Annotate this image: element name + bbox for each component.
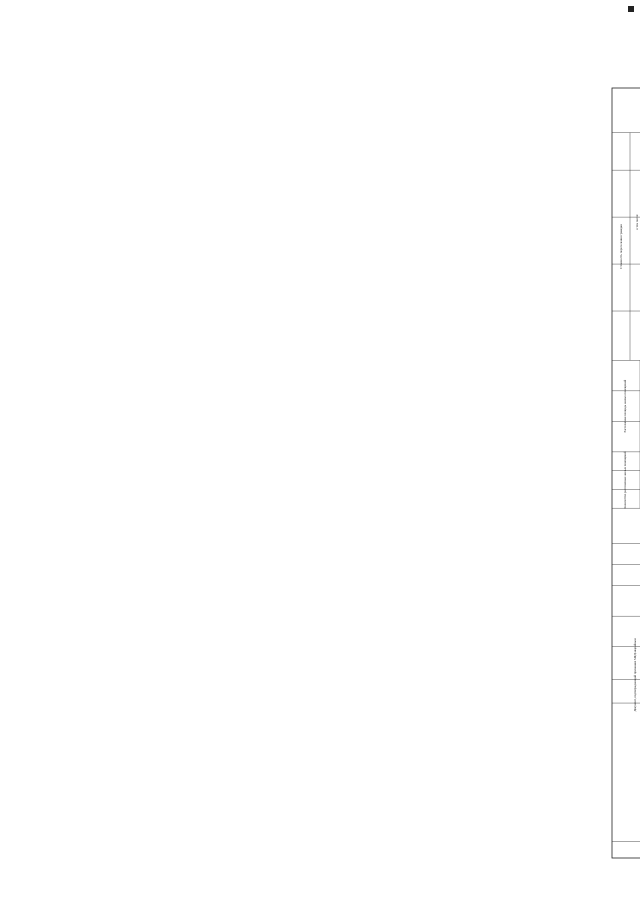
table-body — [612, 88, 640, 858]
header-doc-group: Документ, подтверждающий признание МКД аварийным — [633, 638, 637, 712]
header-cost-sub: в том числе: — [635, 213, 639, 230]
header-cost-group: Стоимость переселения граждан — [619, 224, 623, 269]
header-rooms-group: Количество расселяемых жилых помещений — [623, 451, 627, 509]
header-area-group: Расселяемая площадь жилых помещений — [623, 379, 627, 433]
scan-corner-mark — [628, 6, 634, 12]
